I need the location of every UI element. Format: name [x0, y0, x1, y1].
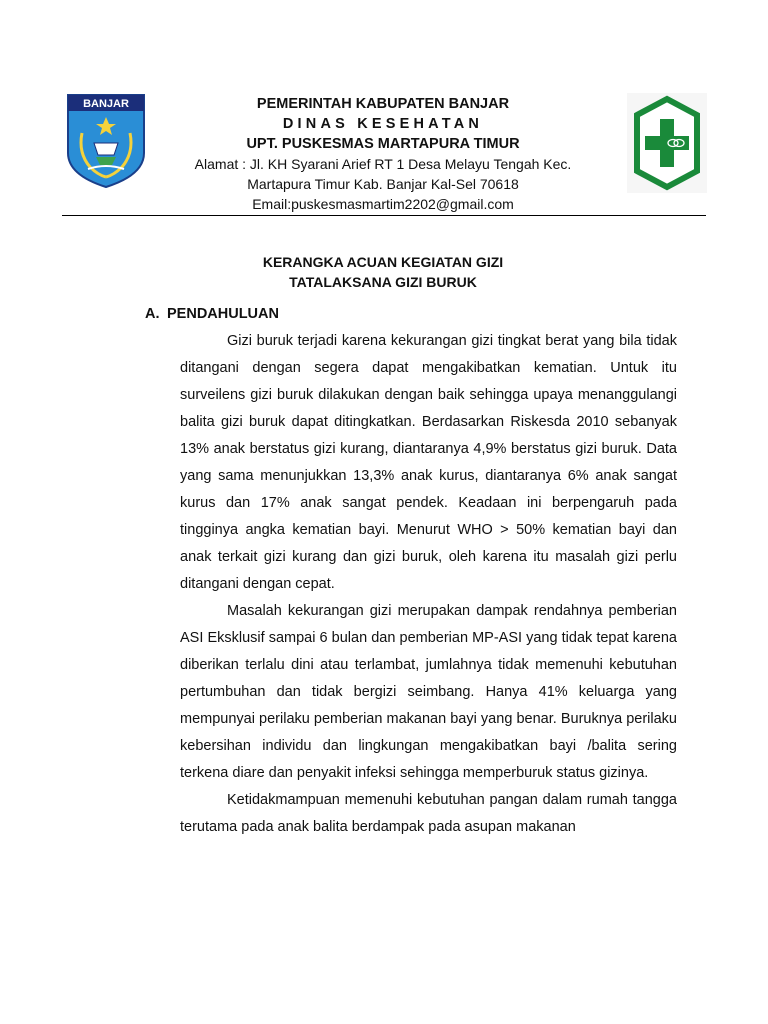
letterhead-government: PEMERINTAH KABUPATEN BANJAR: [256, 96, 510, 112]
section-number: A.: [145, 306, 160, 322]
letterhead-address-2: Martapura Timur Kab. Banjar Kal-Sel 70618: [247, 176, 519, 192]
paragraph: Masalah kekurangan gizi merupakan dampak rendahnya pemberian ASI Eksklusif sampai 6 bulan dan pemberian MP-ASI yang tidak tepat karena diberikan terlalu dini atau terlambat, jumlahnya tidak memenuhi kebutuhan pertumbuhan dan tidak bergizi seimbang. Hanya 41% keluarga yang mempunyai perilaku pemberian makanan bayi yang benar. Buruknya perilaku kebersihan individu dan lingkungan mengakibatkan bayi /balita sering terkena diare dan penyakit infeksi sehingga memperburuk status gizinya.: [180, 603, 677, 781]
banjar-emblem-logo: [66, 93, 146, 189]
document-title-line-2: TATALAKSANA GIZI BURUK: [289, 274, 477, 290]
banjar-emblem-text: BANJAR: [83, 98, 129, 110]
document-title-line-1: KERANGKA ACUAN KEGIATAN GIZI: [262, 254, 504, 270]
section-title: PENDAHULUAN: [167, 306, 279, 322]
section-heading: [145, 304, 279, 324]
letterhead-unit: UPT. PUSKESMAS MARTAPURA TIMUR: [246, 136, 520, 152]
puskesmas-logo: [627, 93, 707, 193]
letterhead-agency: DINAS KESEHATAN: [282, 116, 484, 132]
letterhead: [150, 94, 616, 214]
header-divider: [62, 215, 706, 216]
paragraph: Ketidakmampuan memenuhi kebutuhan pangan dalam rumah tangga terutama pada anak balita berdampak pada asupan makanan: [180, 792, 677, 835]
letterhead-email: Email:puskesmasmartim2202@gmail.com: [252, 196, 514, 212]
paragraph: Gizi buruk terjadi karena kekurangan gizi tingkat berat yang bila tidak ditangani dengan segera dapat mengakibatkan kematian. Untuk itu surveilens gizi buruk dilakukan dengan baik sehingga upaya menanggulangi balita gizi buruk dapat ditingkatkan. Berdasarkan Riskesda 2010 sebanyak 13% anak berstatus gizi kurang, diantaranya 4,9% berstatus gizi buruk. Data yang sama menunjukkan 13,3% anak kurus, diantaranya 6% anak sangat kurus dan 17% anak sangat pendek. Keadaan ini berpengaruh pada tingginya angka kematian bayi. Menurut WHO > 50% kematian bayi dan anak terkait gizi kurang dan gizi buruk, oleh karena itu masalah gizi perlu ditangani dengan cepat.: [180, 333, 677, 592]
section-body: [180, 328, 677, 841]
letterhead-address-1: Alamat : Jl. KH Syarani Arief RT 1 Desa Melayu Tengah Kec.: [194, 156, 572, 172]
document-title: [150, 252, 616, 292]
